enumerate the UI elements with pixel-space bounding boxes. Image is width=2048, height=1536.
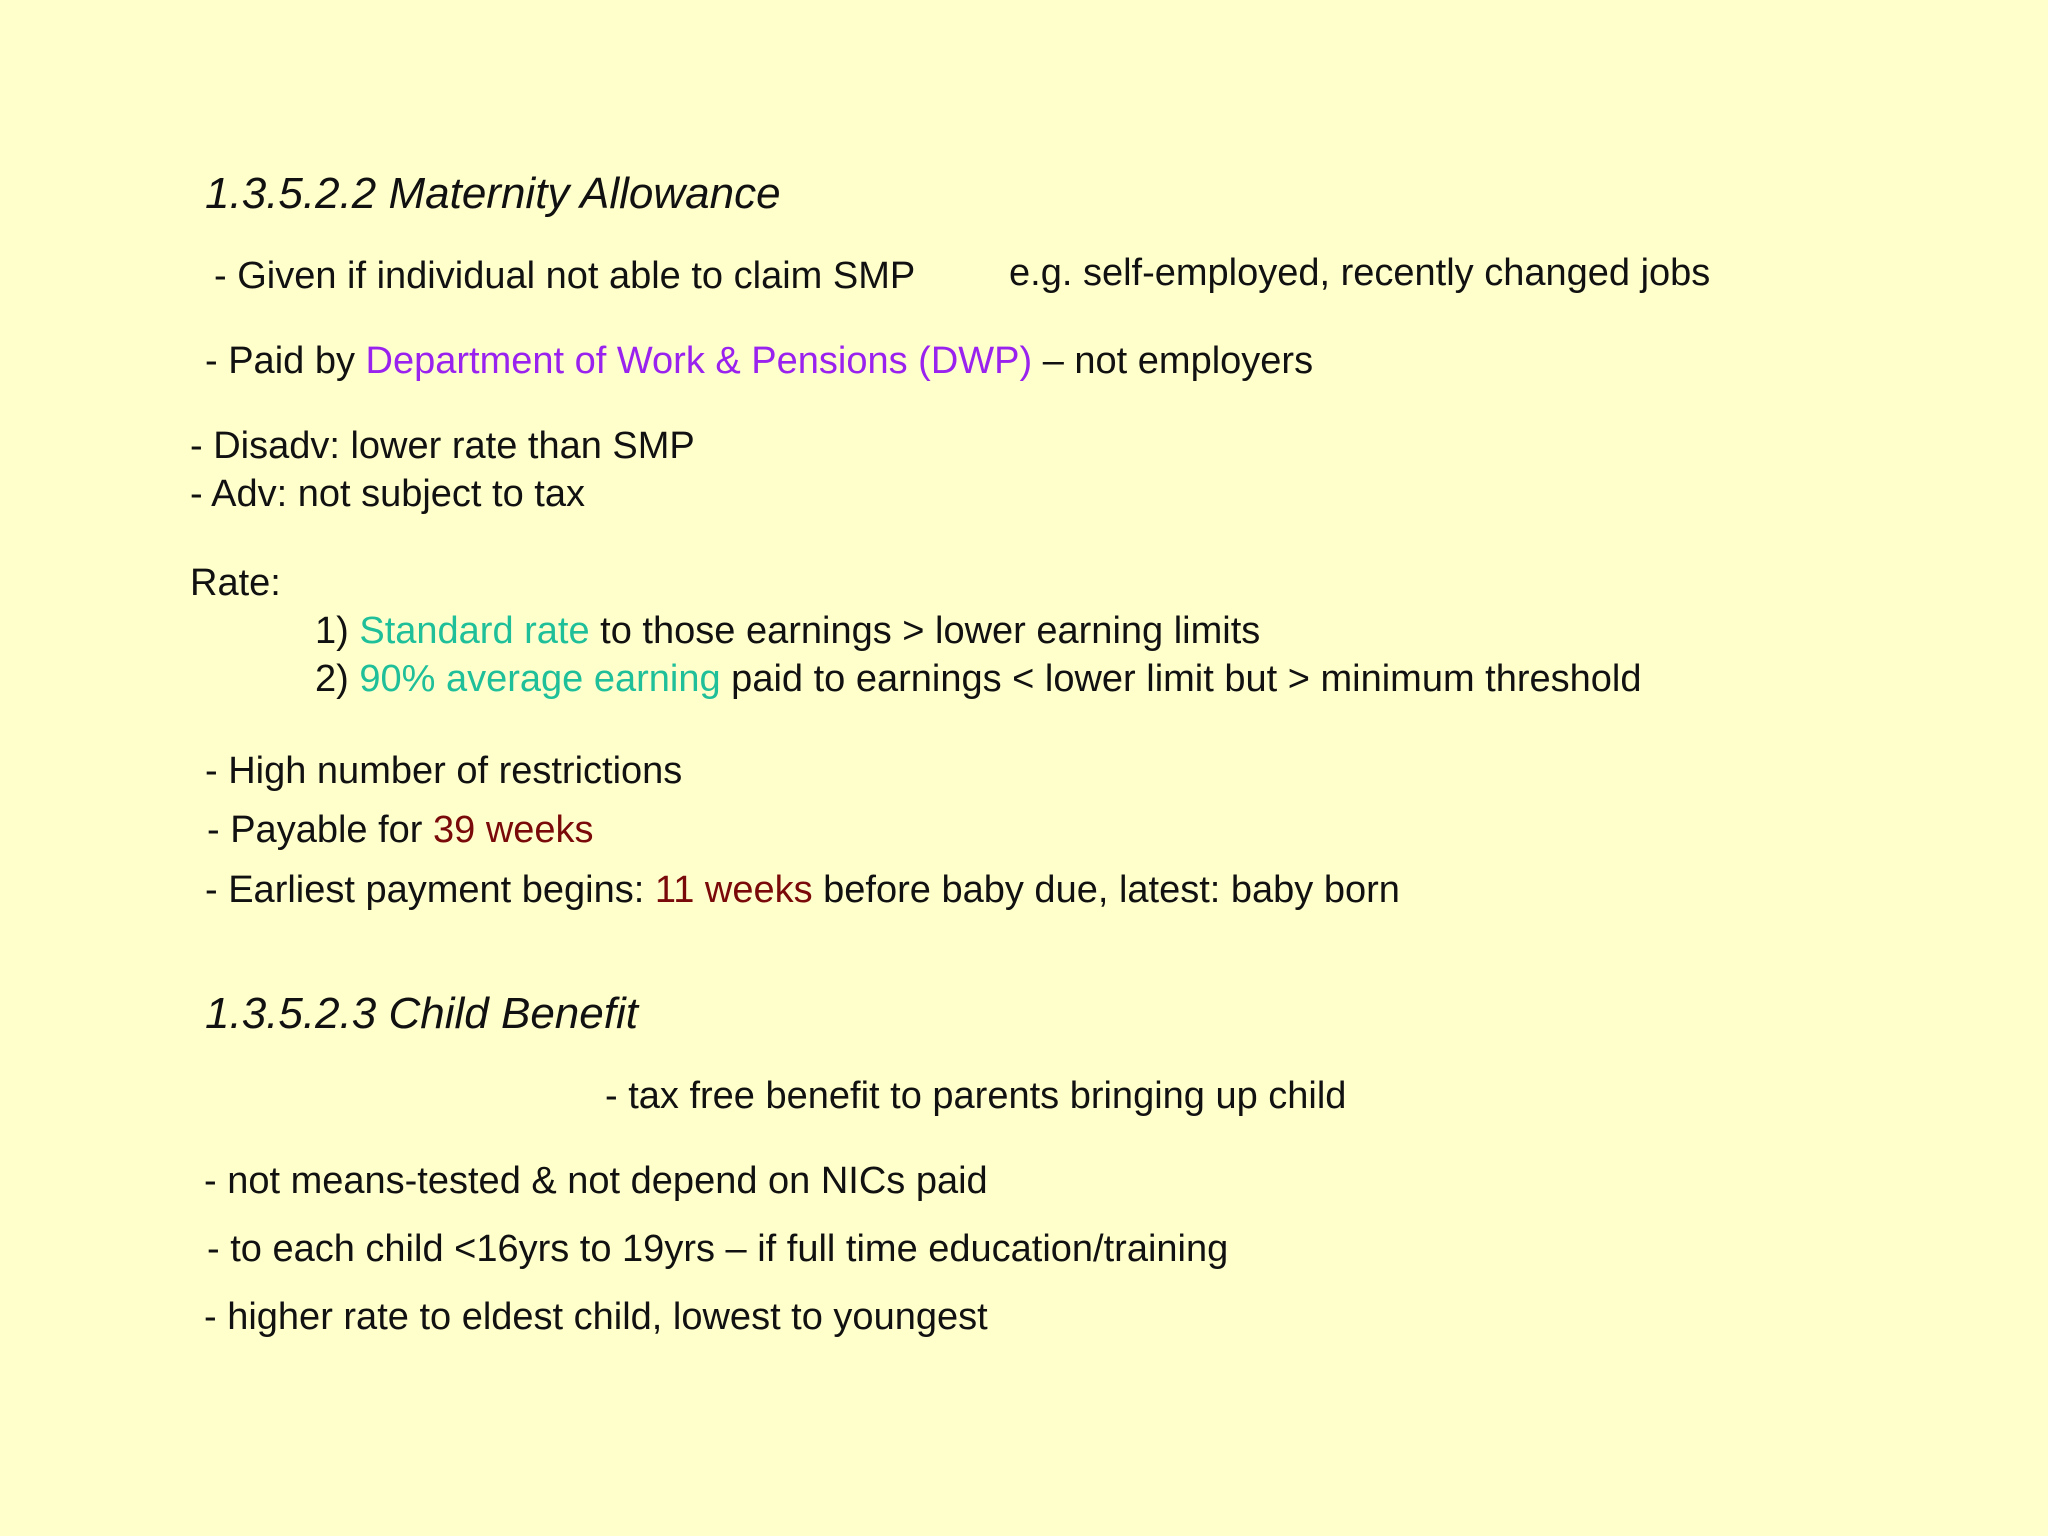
rate-item-1 — [315, 612, 1260, 650]
rate2-highlight: 90% average earning — [359, 658, 721, 700]
restrictions-line: - High number of restrictions — [205, 750, 683, 792]
not-means-tested-line: - not means-tested & not depend on NICs paid — [204, 1160, 988, 1202]
paid-suffix: – not employers — [1032, 340, 1314, 382]
rate2-prefix: 2) — [315, 658, 360, 700]
earliest-line — [205, 871, 1400, 909]
rate-item-2 — [315, 660, 1642, 698]
payable-highlight: 39 weeks — [433, 809, 594, 851]
heading-child-benefit: 1.3.5.2.3 Child Benefit — [205, 989, 638, 1038]
payable-line — [207, 811, 594, 849]
paid-prefix: - Paid by — [205, 340, 366, 382]
earliest-suffix: before baby due, latest: baby born — [812, 869, 1400, 911]
given-line: - Given if individual not able to claim SMP — [214, 255, 916, 297]
higher-rate-line: - higher rate to eldest child, lowest to youngest — [204, 1296, 988, 1338]
earliest-highlight: 11 weeks — [654, 869, 813, 911]
paid-line — [205, 342, 1313, 380]
rate1-highlight: Standard rate — [359, 610, 590, 652]
earliest-prefix: - Earliest payment begins: — [205, 869, 655, 911]
tax-free-line: - tax free benefit to parents bringing up child — [605, 1075, 1347, 1117]
adv-line: - Adv: not subject to tax — [190, 473, 585, 515]
each-child-line: - to each child <16yrs to 19yrs – if full time education/training — [207, 1228, 1229, 1270]
disadv-line: - Disadv: lower rate than SMP — [190, 425, 695, 467]
heading-maternity-allowance: 1.3.5.2.2 Maternity Allowance — [205, 169, 781, 218]
paid-highlight-dwp: Department of Work & Pensions (DWP) — [365, 340, 1033, 382]
payable-prefix: - Payable for — [207, 809, 433, 851]
rate2-suffix: paid to earnings < lower limit but > minimum threshold — [720, 658, 1642, 700]
rate1-suffix: to those earnings > lower earning limits — [589, 610, 1261, 652]
given-note: e.g. self-employed, recently changed jobs — [1009, 252, 1711, 294]
rate1-prefix: 1) — [315, 610, 360, 652]
rate-label: Rate: — [190, 562, 281, 604]
